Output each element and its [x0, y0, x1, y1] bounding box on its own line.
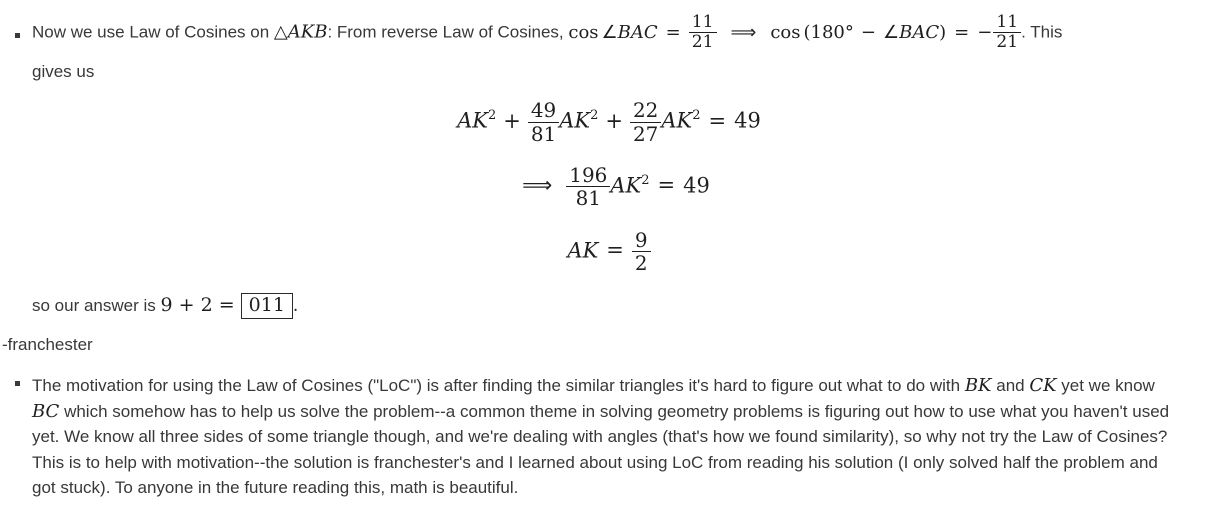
fraction [630, 99, 661, 145]
fraction-denominator: 81 [528, 122, 559, 145]
solution-step-content [32, 13, 1210, 319]
answer-expression: 9 + 2 = [160, 294, 235, 317]
superscript-2: 2 [590, 108, 599, 124]
math-var: AK [559, 108, 591, 133]
fraction-denominator: 21 [993, 32, 1021, 52]
math-var: AK [567, 238, 599, 262]
right-paren: ) [939, 21, 947, 43]
text-run: which somehow has to help us solve the problem--a common theme in solving geometry problems is figuring out how to use what you haven't used yet. We know all three sides of some triangle though, and we're dealing with angles (that's how we found similarity), so why not try the Law of Cosines? This is to help with motivation--the solution is franchester's and I learned about using LoC from reading his solution (I only solved half the problem and got stuck). To anyone in the future reading this, math is beautiful. [32, 401, 1170, 498]
math-var: BC [32, 400, 60, 422]
motivation-item [0, 373, 1210, 501]
motivation-paragraph [32, 373, 1210, 501]
math-var: AK [610, 173, 642, 198]
fraction-numerator: 11 [996, 12, 1019, 32]
math-var: AK [661, 108, 693, 133]
rhs-value: 49 [734, 108, 761, 133]
math-triangle-akb [274, 22, 328, 43]
math-var: BAC [899, 21, 940, 43]
math-var: BK [964, 375, 992, 397]
negative-sign: − [977, 21, 993, 43]
plus-operator: + [605, 108, 623, 133]
math-var: AK [457, 108, 488, 133]
text-run: The motivation for using the Law of Cosines ("LoC") is after finding the similar triangles it's hard to figure out what to do with [32, 376, 965, 396]
math-cosine-relation [568, 12, 1021, 53]
superscript-2: 2 [692, 108, 701, 124]
fraction [993, 13, 1021, 52]
fraction [689, 13, 717, 52]
equals-sign: = [708, 108, 727, 133]
text-run: : From reverse Law of Cosines, [327, 22, 569, 42]
text-run: yet we know [1056, 376, 1155, 396]
implies-arrow-icon: ⟹ [730, 21, 757, 43]
equation-ak-sum [32, 99, 1186, 145]
bullet-square-icon [15, 33, 20, 38]
equals-sign: = [606, 238, 624, 262]
angle-icon: ∠ [882, 21, 900, 43]
plus-operator: + [503, 108, 521, 133]
fraction [632, 229, 651, 275]
fraction-denominator: 21 [689, 32, 717, 52]
equation-combined [32, 164, 1186, 210]
triangle-icon: △ [273, 21, 288, 43]
text-run: . This [1021, 22, 1063, 42]
equation-ak-result [32, 229, 1186, 275]
fraction-denominator: 2 [632, 251, 651, 274]
text-run: and [991, 376, 1030, 396]
math-var: AKB [287, 21, 328, 43]
superscript-2: 2 [487, 108, 497, 124]
equation-block [32, 99, 1186, 274]
math-var: BAC [617, 21, 658, 43]
text-run: so our answer is [32, 296, 161, 316]
equals-sign: = [657, 173, 676, 198]
answer-period: . [292, 296, 299, 317]
text-run: Now we use Law of Cosines on [32, 22, 274, 42]
math-var: CK [1029, 375, 1057, 397]
cos-function: cos [770, 21, 801, 43]
fraction [566, 164, 610, 210]
bullet-square-icon [15, 381, 20, 386]
implies-arrow-icon: ⟹ [522, 173, 553, 198]
fraction-denominator: 81 [566, 186, 610, 209]
solution-step-line2: gives us [32, 62, 95, 82]
fraction-numerator: 11 [691, 12, 714, 32]
equals-sign: = [665, 21, 681, 43]
angle-icon: ∠ [601, 21, 618, 43]
solution-step-item [0, 13, 1210, 319]
rhs-value: 49 [683, 173, 710, 198]
cos-function: cos [568, 21, 599, 43]
equals-sign: = [954, 21, 970, 43]
minus-operator: − [860, 21, 876, 43]
fraction-denominator: 27 [630, 122, 661, 145]
answer-line [32, 293, 1186, 319]
solution-step-line1 [32, 13, 1186, 52]
fraction [528, 99, 559, 145]
fraction-numerator: 49 [530, 98, 557, 123]
author-signature: -franchester [2, 335, 93, 355]
boxed-answer: 011 [241, 293, 293, 319]
fraction-numerator: 22 [633, 98, 659, 123]
superscript-2: 2 [641, 172, 650, 188]
fraction-numerator: 9 [634, 227, 648, 252]
left-paren: ( [803, 21, 811, 43]
degree-term: 180° [810, 21, 854, 43]
fraction-numerator: 196 [569, 162, 608, 187]
